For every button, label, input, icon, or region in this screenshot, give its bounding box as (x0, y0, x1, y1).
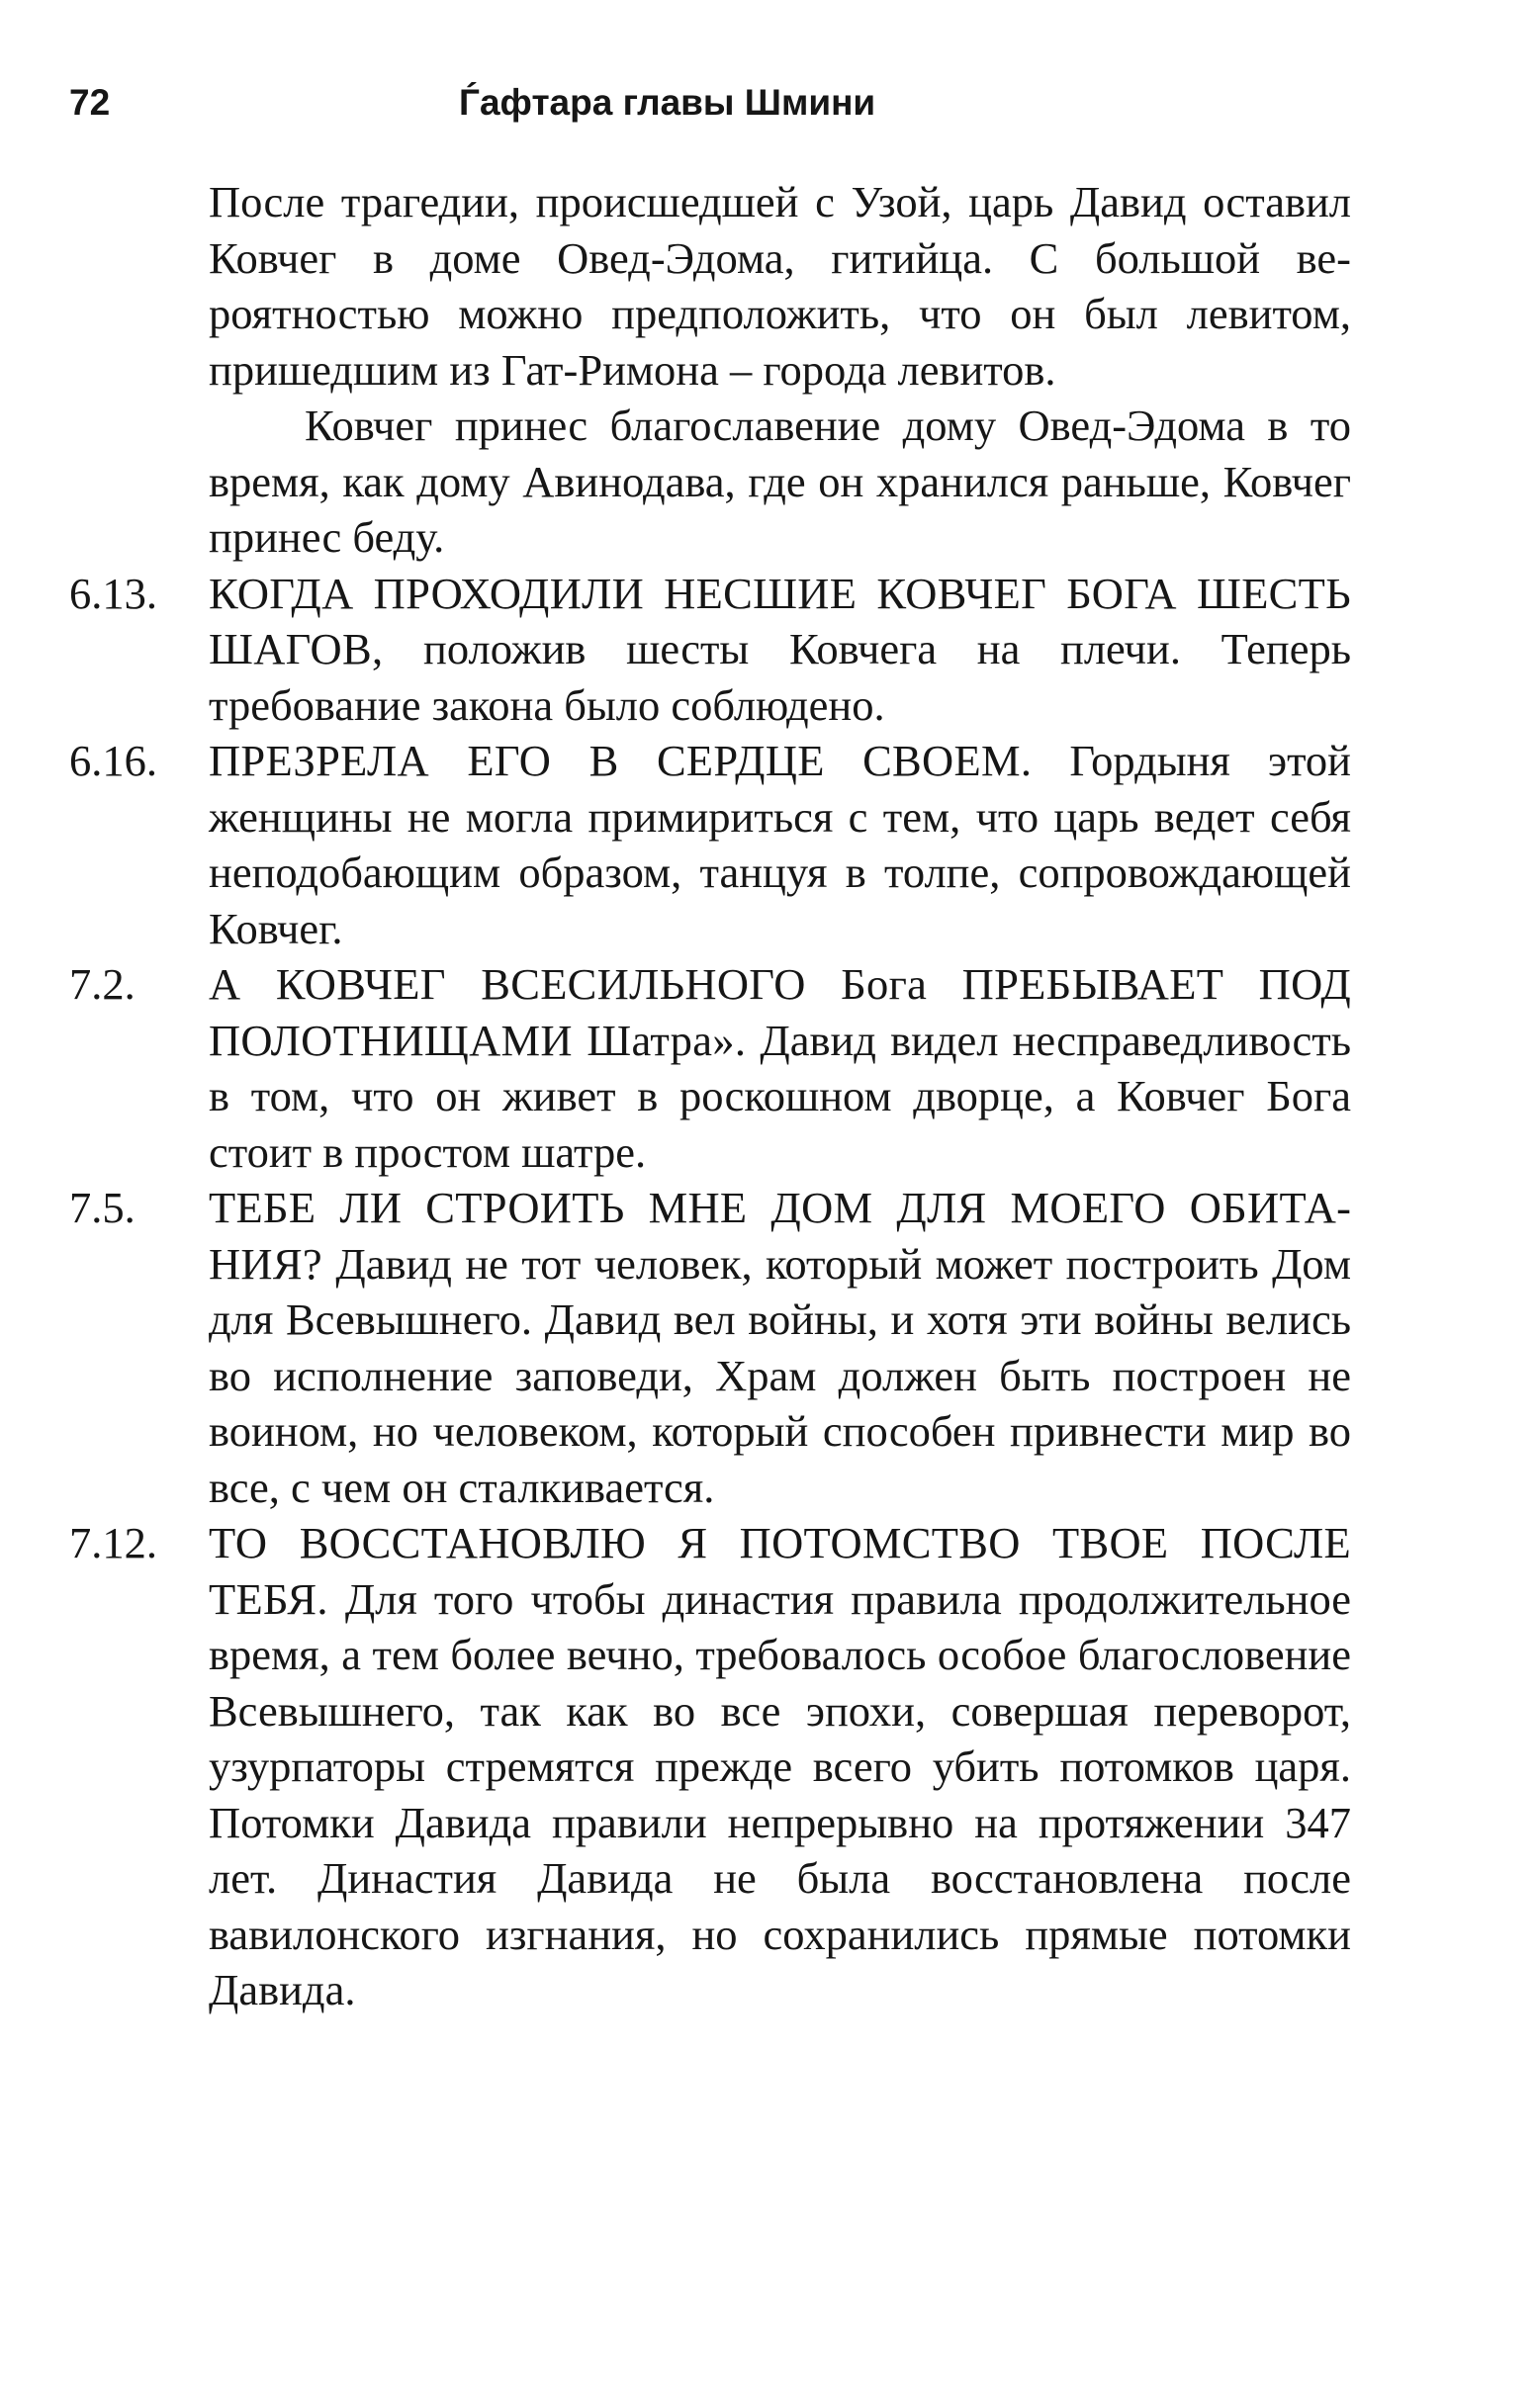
body-text (69, 174, 1351, 2018)
verse-commentary: положив шесты Ковчега на плечи. Теперь требование закона было соблюдено. (209, 624, 1351, 730)
verse-commentary: Гордыня этой женщины не могла примириться с тем, что царь ведет себя неподобающим образом, танцуя в толпе, сопровождающей Ковчег. (209, 736, 1351, 953)
commentary-paragraph (209, 566, 1351, 734)
intro-paragraph-2: Ковчег принес благославение дому Овед-Эдома в то время, как дому Авинодава, где он хранился раньше, Ковчег принес беду. (209, 401, 1351, 562)
commentary-entry (69, 566, 1351, 734)
verse-number: 7.2. (69, 959, 136, 1009)
verse-number: 7.12. (69, 1518, 157, 1567)
commentary-paragraph (209, 956, 1351, 1180)
verse-quote: ТО ВОССТАНОВЛЮ Я ПОТОМСТВО ТВОЕ ПОСЛЕ ТЕБЯ. (209, 1518, 1351, 1624)
commentary-paragraph (209, 733, 1351, 956)
verse-number: 7.5. (69, 1183, 136, 1232)
commentary-entry (69, 733, 1351, 956)
commentary-entry (69, 1180, 1351, 1515)
intro-paragraph-1: После трагедии, происшедшей с Узой, царь Давид оставил Ковчег в доме Овед-Эдома, гитийца. С большой вероятностью можно предположить, что он был левитом, пришедшим из Гат-Римона – города левитов. (209, 177, 1351, 395)
verse-quote: А КОВЧЕГ ВСЕСИЛЬНОГО Бога ПРЕБЫВАЕТ ПОД ПОЛОТНИЩАМИ Шатра». (209, 959, 1351, 1065)
verse-quote: КОГДА ПРОХОДИЛИ НЕСШИЕ КОВЧЕГ БОГА ШЕСТЬ ШАГОВ, (209, 568, 1351, 673)
verse-commentary: Для того чтобы династия правила продолжительное время, а тем более вечно, требовалось особое благословение Всевышнего, так как во все эпохи, совершая переворот, узурпаторы стремятся прежде всего убить потомков царя. Потомки Давида правили непрерывно на протяжении 347 лет. Династия Давида не была восстановлена после вавилонского изгнания, но сохранились прямые потомки Давида. (209, 1573, 1351, 2014)
commentary-paragraph (209, 1180, 1351, 1515)
verse-commentary: Давид видел несправедливость в том, что он живет в роскошном дворце, а Ковчег Бога стоит в простом шатре. (209, 1015, 1351, 1177)
commentary-entry (69, 956, 1351, 1180)
page-header (69, 73, 1355, 133)
commentary-entry (69, 1515, 1351, 2018)
verse-quote: ТЕБЕ ЛИ СТРОИТЬ МНЕ ДОМ ДЛЯ МОЕГО ОБИТАНИЯ? (209, 1183, 1351, 1289)
intro-block (69, 174, 1351, 566)
verse-number: 6.16. (69, 736, 157, 785)
running-title: Ѓафтара главы Шмини (459, 82, 876, 123)
commentary-paragraph (209, 1515, 1351, 2018)
page-number: 72 (69, 82, 111, 123)
verse-number: 6.13. (69, 568, 157, 618)
verse-commentary: Давид не тот человек, который может построить Дом для Всевышнего. Давид вел войны, и хотя эти войны велись во исполнение заповеди, Храм должен быть построен не воином, но человеком, который способен привнести мир во все, с чем он сталкивается. (209, 1238, 1351, 1512)
verse-quote: ПРЕЗРЕЛА ЕГО В СЕРДЦЕ СВОЕМ. (209, 736, 1033, 785)
